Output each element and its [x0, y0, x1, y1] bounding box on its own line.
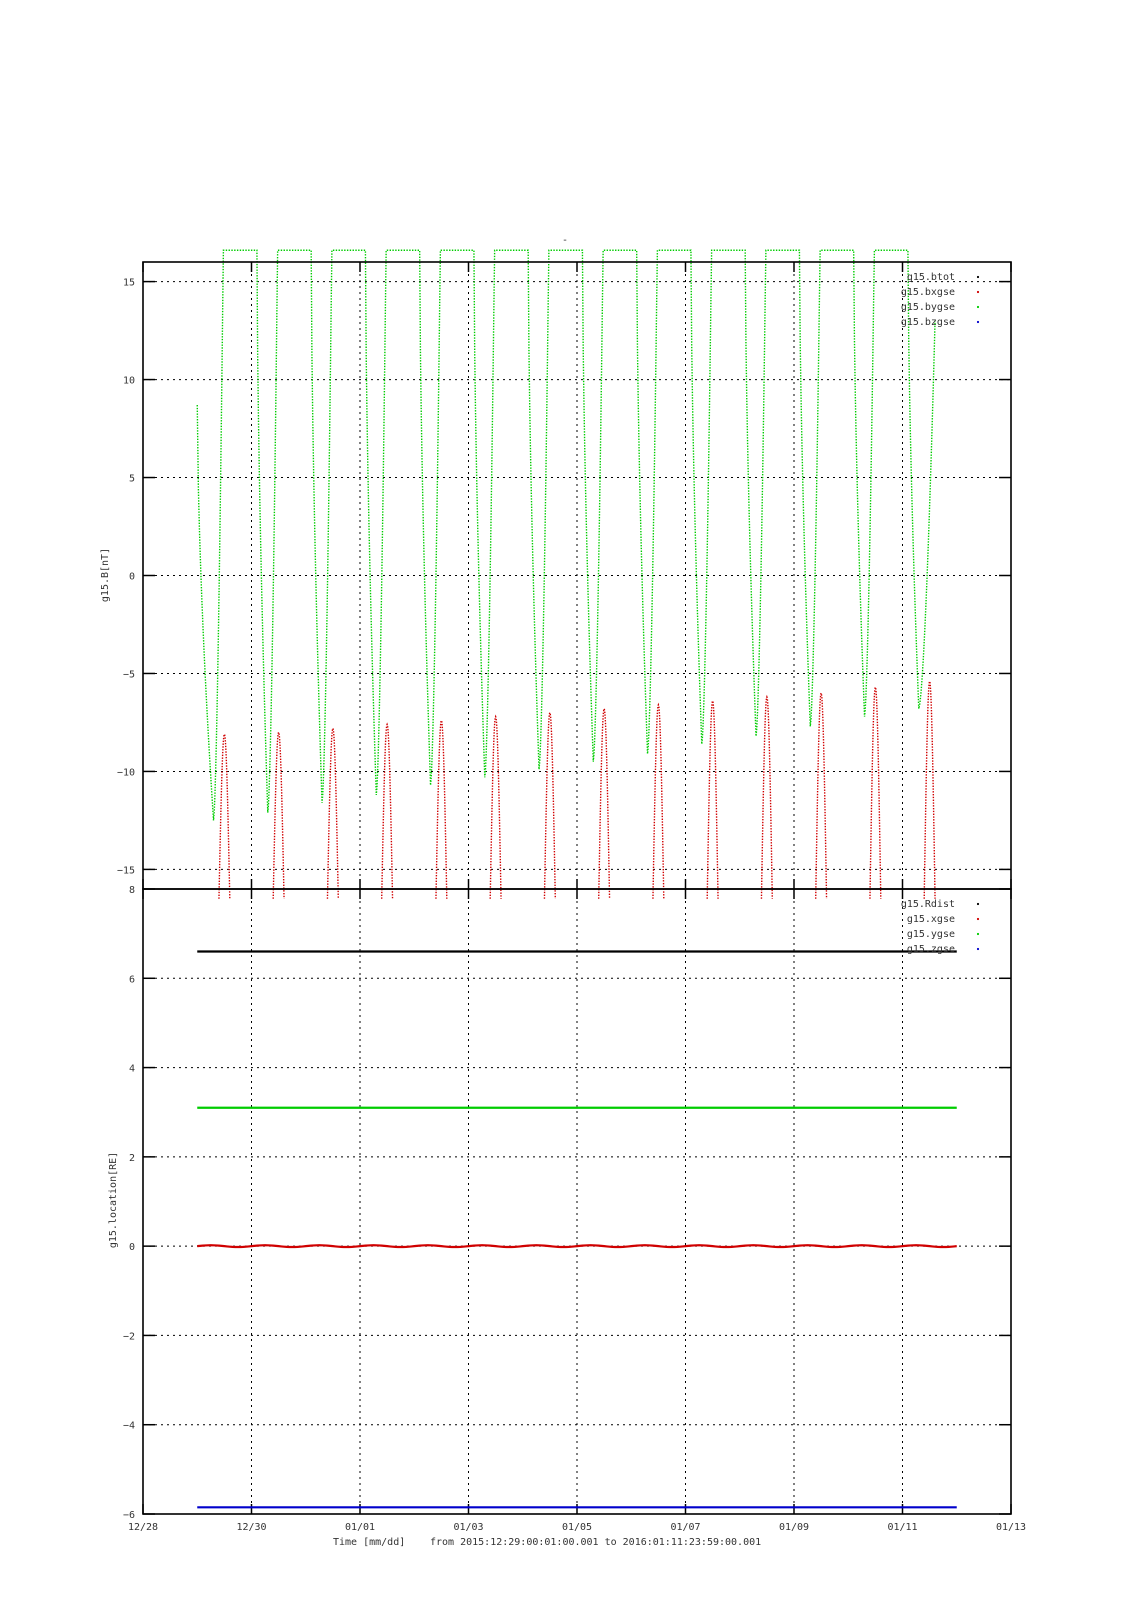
y-tick-label: −10: [116, 767, 135, 779]
page-mark: -: [561, 235, 569, 246]
series-arch-bxgse: [761, 697, 772, 899]
y-tick-label: 0: [128, 571, 135, 583]
y-tick-label: 10: [122, 375, 135, 387]
time-range-label: from 2015:12:29:00:01:00.001 to 2016:01:11:23:59:00.001: [430, 1537, 762, 1548]
legend-label: g15.bxgse: [900, 287, 955, 298]
series-arch-bxgse: [816, 693, 827, 899]
y-tick-label: −5: [122, 669, 135, 681]
y-tick-label: −2: [122, 1331, 135, 1343]
series-arch-bxgse: [382, 724, 393, 898]
x-axis-label: Time [mm/dd]: [333, 1537, 406, 1548]
bottom-legend: [901, 899, 979, 955]
x-tick-label: 01/01: [344, 1522, 376, 1533]
series-line-xgse: [197, 1245, 957, 1247]
legend-label: g15.xgse: [906, 914, 955, 925]
series-arch-bxgse: [599, 709, 610, 899]
x-tick-label: 01/11: [887, 1522, 918, 1533]
series-arch-bxgse: [490, 717, 501, 899]
legend-label: g15.btot: [906, 272, 955, 283]
legend-marker: [977, 948, 979, 950]
legend-marker: [977, 933, 979, 935]
y-tick-label: −15: [116, 865, 135, 877]
top-grid: [143, 262, 1011, 889]
x-tick-label: 01/07: [670, 1522, 701, 1533]
legend-marker: [977, 321, 979, 323]
x-tick-label: 01/09: [778, 1522, 810, 1533]
x-tick-label: 12/28: [127, 1522, 159, 1533]
location-panel: [108, 885, 1026, 1533]
legend-label: g15.zgse: [906, 944, 955, 955]
x-tick-labels: [128, 1522, 1026, 1533]
y-tick-label: 2: [128, 1152, 135, 1164]
series-arch-bxgse: [870, 687, 881, 899]
legend-label: g15.bygse: [900, 302, 955, 313]
x-tick-label: 01/03: [453, 1522, 484, 1533]
top-y-ticks: [117, 278, 1011, 877]
legend-label: g15.ygse: [906, 929, 955, 940]
series-arch-bxgse: [327, 728, 338, 898]
top-series-layer: [197, 250, 935, 899]
y-tick-label: 15: [122, 277, 135, 289]
bottom-y-axis-label: g15.location[RE]: [108, 1151, 119, 1249]
legend-label: g15.bzgse: [900, 317, 955, 328]
legend-label: g15.Rdist: [900, 899, 955, 910]
bottom-grid: [143, 889, 1011, 1514]
top-y-axis-label: g15.B[nT]: [100, 547, 111, 603]
series-arch-bxgse: [924, 681, 935, 898]
x-tick-label: 12/30: [236, 1522, 267, 1533]
legend-marker: [977, 918, 979, 920]
y-tick-label: 0: [128, 1242, 135, 1254]
y-tick-label: 5: [128, 473, 135, 485]
y-tick-label: −6: [122, 1510, 135, 1521]
legend-marker: [977, 903, 979, 905]
bottom-y-ticks: [123, 885, 1011, 1521]
y-tick-label: 4: [128, 1063, 135, 1075]
series-line-bygse: [197, 250, 935, 820]
series-arch-bxgse: [273, 732, 284, 899]
legend-marker: [977, 306, 979, 308]
x-tick-label: 01/05: [561, 1522, 593, 1533]
x-tick-label: 01/13: [995, 1522, 1027, 1533]
series-arch-bxgse: [544, 713, 555, 899]
magnetic-field-panel: [100, 250, 1011, 899]
y-tick-label: 8: [128, 885, 135, 896]
y-tick-label: −4: [122, 1420, 135, 1432]
series-arch-bxgse: [436, 720, 447, 898]
legend-marker: [977, 291, 979, 293]
series-arch-bxgse: [219, 734, 230, 899]
legend-marker: [977, 276, 979, 278]
top-legend: [901, 272, 979, 328]
y-tick-label: 6: [128, 974, 135, 986]
